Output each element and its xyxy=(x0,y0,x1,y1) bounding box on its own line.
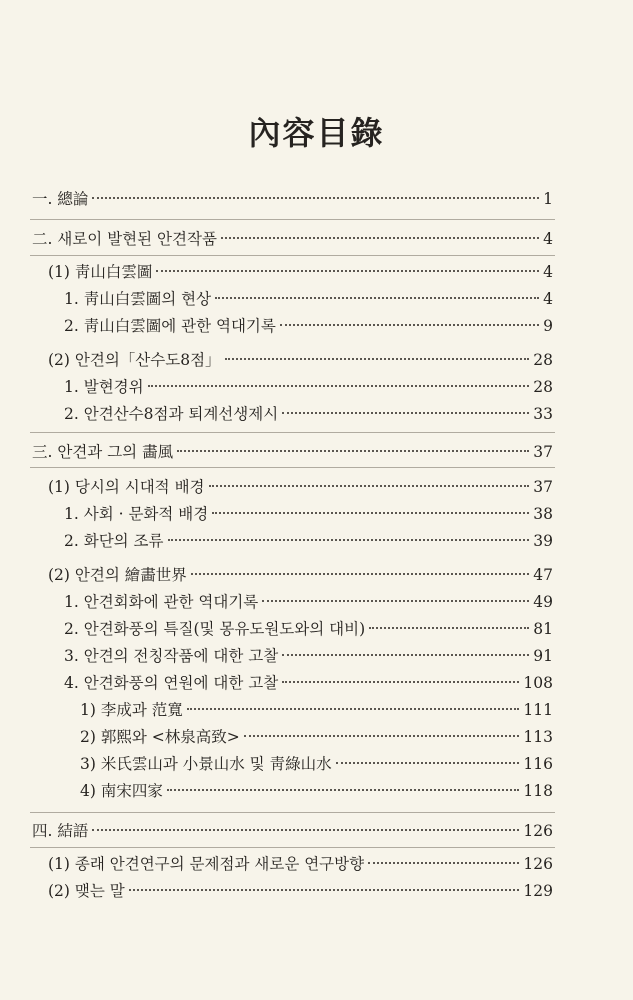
section-divider xyxy=(30,255,555,256)
toc-entry-subsection xyxy=(64,376,553,398)
toc-entry-label: 2. 안견화풍의 특질(및 몽유도원도와의 대비) xyxy=(64,620,366,638)
leader-dots xyxy=(221,237,539,239)
leader-dots xyxy=(225,358,530,360)
toc-page-number: 118 xyxy=(523,782,553,800)
toc-entry-label: 1. 발현경위 xyxy=(64,378,144,396)
toc-entry-label: 4. 안견화풍의 연원에 대한 고찰 xyxy=(64,674,279,692)
toc-entry-chapter-3 xyxy=(32,441,553,463)
toc-entry-label: 1. 안견회화에 관한 역대기록 xyxy=(64,593,259,611)
toc-entry-section xyxy=(48,261,553,283)
toc-entry-label: 3. 안견의 전칭작품에 대한 고찰 xyxy=(64,647,279,665)
toc-entry-label: 1. 靑山白雲圖의 현상 xyxy=(64,290,212,308)
leader-dots xyxy=(212,512,529,514)
toc-page-number: 113 xyxy=(523,728,553,746)
toc-page-number: 37 xyxy=(533,443,553,461)
toc-page-number: 39 xyxy=(533,532,553,550)
toc-entry-chapter-4 xyxy=(32,820,553,842)
toc-entry-label: 二. 새로이 발현된 안견작품 xyxy=(32,230,217,248)
leader-dots xyxy=(191,573,530,575)
toc-page-number: 49 xyxy=(533,593,553,611)
section-divider xyxy=(30,812,555,813)
leader-dots xyxy=(209,485,530,487)
toc-entry-label: (2) 맺는 말 xyxy=(48,882,125,900)
toc-page-number: 9 xyxy=(543,317,553,335)
leader-dots xyxy=(282,412,529,414)
toc-entry-label: 1. 사회 · 문화적 배경 xyxy=(64,505,209,523)
toc-entry-section xyxy=(48,476,553,498)
leader-dots xyxy=(92,829,519,831)
toc-entry-label: 2. 靑山白雲圖에 관한 역대기록 xyxy=(64,317,276,335)
leader-dots xyxy=(280,324,539,326)
toc-page-number: 4 xyxy=(543,230,553,248)
leader-dots xyxy=(177,450,529,452)
toc-entry-label: (1) 당시의 시대적 배경 xyxy=(48,478,205,496)
toc-entry-label: 四. 結語 xyxy=(32,822,89,840)
toc-entry-subsection xyxy=(64,530,553,552)
leader-dots xyxy=(336,762,520,764)
section-divider xyxy=(30,219,555,220)
toc-entry-item xyxy=(80,726,553,748)
toc-entry-subsection xyxy=(64,645,553,667)
toc-entry-section xyxy=(48,564,553,586)
section-divider xyxy=(30,847,555,848)
leader-dots xyxy=(262,600,529,602)
leader-dots xyxy=(369,627,529,629)
toc-page-number: 129 xyxy=(523,882,553,900)
toc-page-number: 111 xyxy=(523,701,553,719)
leader-dots xyxy=(244,735,520,737)
toc-entry-label: (2) 안견의 繪畵世界 xyxy=(48,566,187,584)
toc-entry-subsection xyxy=(64,618,553,640)
leader-dots xyxy=(92,197,539,199)
toc-entry-item xyxy=(80,780,553,802)
toc-page-number: 116 xyxy=(523,755,553,773)
leader-dots xyxy=(167,789,520,791)
toc-page-number: 4 xyxy=(543,263,553,281)
toc-entry-label: 1) 李成과 范寬 xyxy=(80,701,183,719)
toc-entry-item xyxy=(80,699,553,721)
toc-entry-label: 一. 總論 xyxy=(32,190,89,208)
toc-page-number: 47 xyxy=(533,566,553,584)
leader-dots xyxy=(368,862,519,864)
leader-dots xyxy=(148,385,530,387)
toc-entry-label: (1) 종래 안견연구의 문제점과 새로운 연구방향 xyxy=(48,855,365,873)
toc-entry-subsection xyxy=(64,288,553,310)
toc-entry-section xyxy=(48,853,553,875)
toc-entry-item xyxy=(80,753,553,775)
toc-page-number: 28 xyxy=(533,378,553,396)
toc-entry-label: 2. 화단의 조류 xyxy=(64,532,164,550)
toc-entry-label: 三. 안견과 그의 畵風 xyxy=(32,443,174,461)
toc-entry-label: 3) 米氏雲山과 小景山水 및 靑綠山水 xyxy=(80,755,332,773)
leader-dots xyxy=(168,539,530,541)
toc-entry-label: 4) 南宋四家 xyxy=(80,782,163,800)
toc-entry-subsection xyxy=(64,591,553,613)
toc-page-number: 28 xyxy=(533,351,553,369)
section-divider xyxy=(30,432,555,433)
toc-entry-section xyxy=(48,880,553,902)
toc-entry-label: 2) 郭熙와 <林泉高致> xyxy=(80,728,240,746)
page-title: 內容目錄 xyxy=(248,114,385,152)
toc-page-number: 126 xyxy=(523,822,553,840)
toc-entry-subsection xyxy=(64,315,553,337)
leader-dots xyxy=(215,297,539,299)
leader-dots xyxy=(282,654,529,656)
toc-entry-label: 2. 안견산수8점과 퇴계선생제시 xyxy=(64,405,279,423)
toc-page-number: 1 xyxy=(543,190,553,208)
leader-dots xyxy=(282,681,519,683)
toc-entry-chapter-2 xyxy=(32,228,553,250)
section-divider xyxy=(30,467,555,468)
toc-page-number: 38 xyxy=(533,505,553,523)
toc-page-number: 4 xyxy=(543,290,553,308)
toc-entry-section xyxy=(48,349,553,371)
toc-page-number: 91 xyxy=(533,647,553,665)
toc-page-number: 108 xyxy=(523,674,553,692)
leader-dots xyxy=(156,270,539,272)
toc-entry-subsection xyxy=(64,672,553,694)
toc-entry-label: (2) 안견의「산수도8점」 xyxy=(48,351,221,369)
toc-entry-label: (1) 靑山白雲圖 xyxy=(48,263,153,281)
toc-page-number: 126 xyxy=(523,855,553,873)
toc-page-number: 81 xyxy=(533,620,553,638)
leader-dots xyxy=(187,708,520,710)
toc-entry-subsection xyxy=(64,403,553,425)
toc-entry-chapter-1 xyxy=(32,188,553,210)
toc-page-number: 37 xyxy=(533,478,553,496)
toc-entry-subsection xyxy=(64,503,553,525)
leader-dots xyxy=(129,889,520,891)
toc-page-number: 33 xyxy=(533,405,553,423)
